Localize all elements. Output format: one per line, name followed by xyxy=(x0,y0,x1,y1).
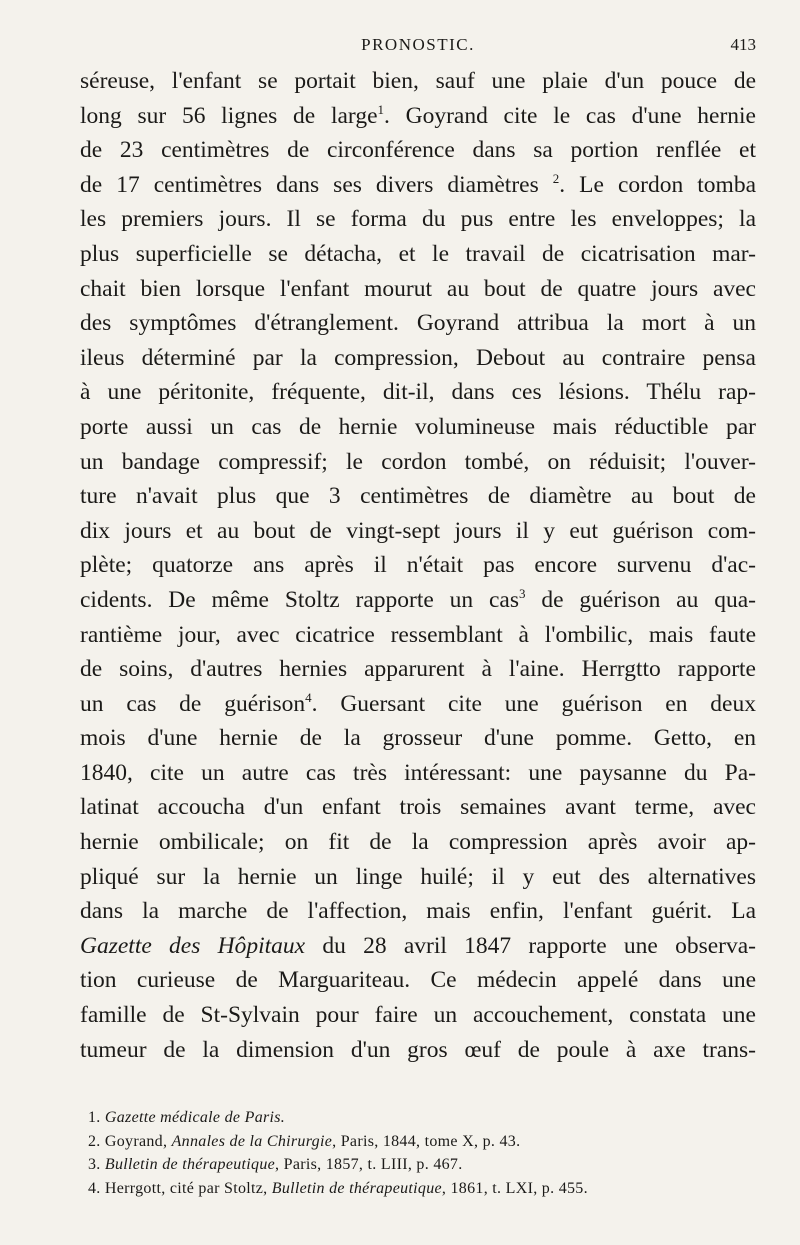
text-line xyxy=(80,652,756,687)
text-line xyxy=(80,479,756,514)
text-line xyxy=(80,445,756,480)
text-run: 2. Goyrand, xyxy=(88,1132,172,1150)
text-run: 1840, cite un autre cas très intéressant: une paysanne du Pa- xyxy=(80,759,756,786)
text-run: séreuse, l'enfant se portait bien, sauf une plaie d'un pouce de xyxy=(80,68,756,94)
text-run: plète; quatorze ans après il n'était pas encore survenu d'ac- xyxy=(80,552,756,579)
text-run: un bandage compressif; le cordon tombé, on réduisit; l'ouver- xyxy=(80,448,756,475)
text-line xyxy=(80,64,756,99)
text-line xyxy=(80,1033,756,1068)
text-line xyxy=(80,583,756,618)
text-run: long sur 56 lignes de large xyxy=(80,102,378,129)
running-title: PRONOSTIC. xyxy=(361,35,475,54)
text-line xyxy=(80,202,756,237)
text-run: de 17 centimètres dans ses divers diamètres xyxy=(80,171,553,198)
page-header xyxy=(80,30,756,60)
footnote xyxy=(88,1130,756,1154)
text-run: rantième jour, avec cicatrice ressemblant à l'ombilic, mais faute xyxy=(80,621,756,648)
body-text xyxy=(80,64,756,1067)
text-line xyxy=(80,410,756,445)
text-line xyxy=(80,133,756,168)
italic-title: Annales de la Chirurgie xyxy=(171,1132,333,1150)
page-number: 413 xyxy=(730,35,756,54)
text-run: dans la marche de l'affection, mais enfin, l'enfant guérit. La xyxy=(80,898,756,925)
footnote xyxy=(88,1153,756,1177)
text-line xyxy=(80,375,756,410)
footnote-reference: 1 xyxy=(377,101,384,117)
footnote xyxy=(88,1106,756,1130)
text-run: de guérison au qua- xyxy=(525,586,756,613)
text-line xyxy=(80,721,756,756)
text-line xyxy=(80,756,756,791)
footnotes xyxy=(88,1106,756,1200)
text-run: 1. xyxy=(88,1109,105,1126)
text-run: 3. xyxy=(88,1156,105,1174)
footnote-reference: 4 xyxy=(305,689,312,705)
text-run: ileus déterminé par la compression, Debout au contraire pensa xyxy=(80,344,756,371)
text-line xyxy=(80,860,756,895)
text-line xyxy=(80,99,756,134)
text-run: famille de St-Sylvain pour faire un accouchement, constata une xyxy=(80,1002,756,1029)
text-run: mois d'une hernie de la grosseur d'une pomme. Getto, en xyxy=(80,725,756,752)
text-run: de soins, d'autres hernies apparurent à l'aine. Herrgtto rapporte xyxy=(80,656,756,683)
text-run: pliqué sur la hernie un linge huilé; il y eut des alternatives xyxy=(80,863,756,890)
text-run: des symptômes d'étranglement. Goyrand attribua la mort à un xyxy=(80,310,756,337)
footnote xyxy=(88,1177,756,1201)
text-line xyxy=(80,998,756,1033)
text-line xyxy=(80,237,756,272)
text-line xyxy=(80,894,756,929)
text-line xyxy=(80,514,756,549)
text-run: 4. Herrgott, cité par Stoltz, xyxy=(88,1179,272,1197)
text-line xyxy=(80,548,756,583)
text-line xyxy=(80,963,756,998)
text-run: les premiers jours. Il se forma du pus entre les enveloppes; la xyxy=(80,206,756,233)
text-line xyxy=(80,929,756,964)
text-line xyxy=(80,341,756,376)
italic-title: Gazette des Hôpitaux xyxy=(80,932,306,959)
text-line xyxy=(80,790,756,825)
text-run: tumeur de la dimension d'un gros œuf de poule à axe trans- xyxy=(80,1036,756,1063)
footnote-reference: 2 xyxy=(552,170,560,186)
italic-title: Bulletin de thérapeutique xyxy=(104,1156,276,1174)
text-run: , Paris, 1857, t. LIII, p. 467. xyxy=(275,1156,463,1174)
text-run: , 1861, t. LXI, p. 455. xyxy=(441,1179,588,1197)
text-run: cidents. De même Stoltz rapporte un cas xyxy=(80,586,520,613)
italic-title: Gazette médicale de Paris. xyxy=(104,1109,286,1126)
text-run: un cas de guérison xyxy=(80,690,306,717)
text-line xyxy=(80,272,756,307)
text-line xyxy=(80,687,756,722)
text-run: à une péritonite, fréquente, dit-il, dans ces lésions. Thélu rap- xyxy=(80,379,756,406)
text-run: hernie ombilicale; on fit de la compression après avoir ap- xyxy=(80,829,756,856)
text-run: tion curieuse de Marguariteau. Ce médecin appelé dans une xyxy=(80,967,756,994)
text-line xyxy=(80,825,756,860)
text-run: de 23 centimètres de circonférence dans sa portion renflée et xyxy=(80,137,756,164)
text-run: ture n'avait plus que 3 centimètres de diamètre au bout de xyxy=(80,483,756,510)
text-run: du 28 avril 1847 rapporte une observa- xyxy=(305,932,756,959)
text-run: chait bien lorsque l'enfant mourut au bout de quatre jours avec xyxy=(80,275,756,302)
text-run: dix jours et au bout de vingt-sept jours il y eut guérison com- xyxy=(80,517,756,544)
text-run: . Le cordon tomba xyxy=(559,171,757,198)
footnote-reference: 3 xyxy=(519,586,526,602)
text-line xyxy=(80,306,756,341)
text-run: . Goyrand cite le cas d'une hernie xyxy=(384,102,756,129)
text-run: . Guersant cite une guérison en deux xyxy=(311,690,756,717)
italic-title: Bulletin de thérapeutique xyxy=(271,1179,442,1197)
text-run: porte aussi un cas de hernie volumineuse mais réductible par xyxy=(80,413,756,440)
text-run: plus superficielle se détacha, et le travail de cicatrisation mar- xyxy=(80,240,756,267)
text-run: , Paris, 1844, tome X, p. 43. xyxy=(332,1132,521,1150)
text-run: latinat accoucha d'un enfant trois semaines avant terme, avec xyxy=(80,794,756,821)
text-line xyxy=(80,168,756,203)
text-line xyxy=(80,618,756,653)
